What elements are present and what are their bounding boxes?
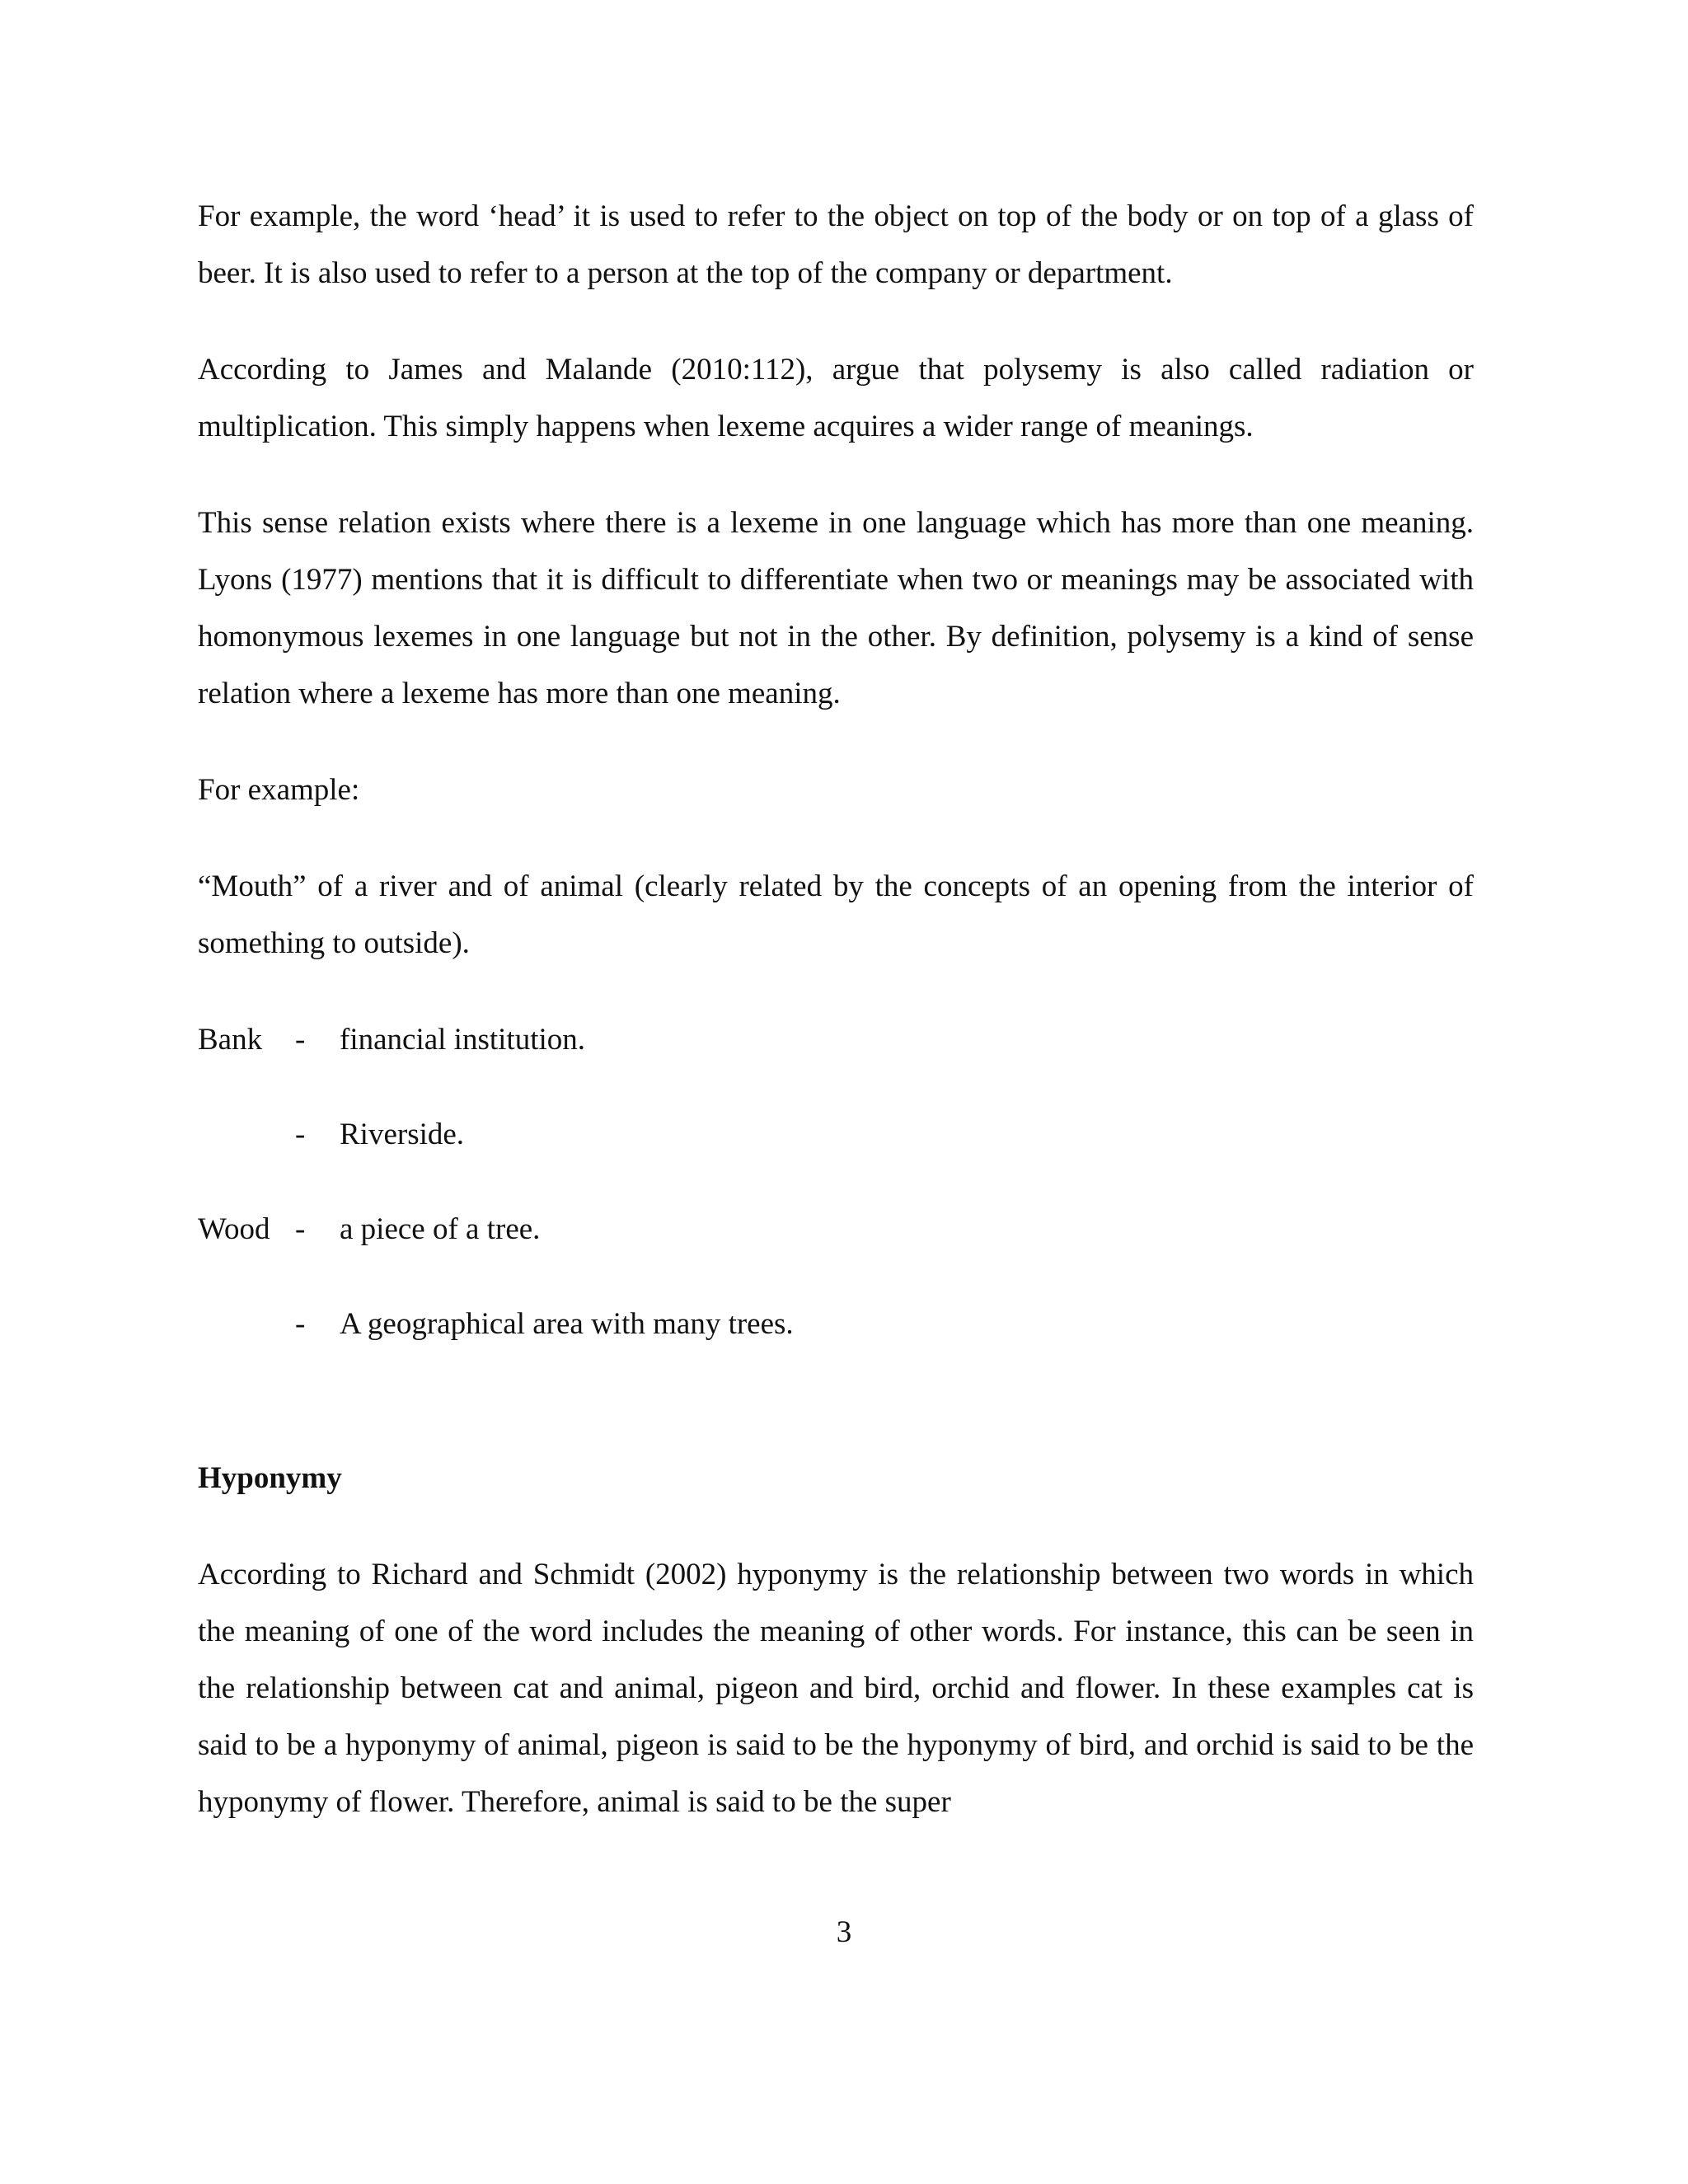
definition-row bbox=[198, 1296, 1474, 1352]
definition-text: Riverside. bbox=[340, 1118, 465, 1151]
definition-dash: - bbox=[295, 1023, 306, 1057]
paragraph-hyponymy: According to Richard and Schmidt (2002) hyponymy is the relationship between two words in which the meaning of one of the word includes the meaning of other words. For instance, this can be seen in the relationship between cat and animal, pigeon and bird, orchid and flower. In these examples cat is said to be a hyponymy of animal, pigeon is said to be the hyponymy of bird, and orchid is said to be the hyponymy of flower. Therefore, animal is said to be the super bbox=[198, 1558, 1474, 1819]
definition-row bbox=[198, 1201, 1474, 1258]
definition-dash: - bbox=[295, 1118, 306, 1151]
paragraph-head-example: For example, the word ‘head’ it is used to refer to the object on top of the body or on top of a glass of beer. It is also used to refer to a person at the top of the company or department. bbox=[198, 199, 1474, 290]
definition-text: a piece of a tree. bbox=[340, 1212, 541, 1246]
paragraph-james-malande: According to James and Malande (2010:112), argue that polysemy is also called radiation or multiplication. This simply happens when lexeme acquires a wider range of meanings. bbox=[198, 353, 1474, 443]
definition-row bbox=[198, 1106, 1474, 1163]
definition-text: financial institution. bbox=[340, 1023, 586, 1057]
definition-term: Wood bbox=[198, 1212, 270, 1246]
definition-dash: - bbox=[295, 1307, 306, 1341]
page-number: 3 bbox=[836, 1915, 852, 1949]
page-body bbox=[198, 188, 1474, 1870]
definition-dash: - bbox=[295, 1212, 306, 1246]
section-heading: Hyponymy bbox=[198, 1461, 342, 1495]
paragraph-sense-relation: This sense relation exists where there is a lexeme in one language which has more than one meaning. Lyons (1977) mentions that it is difficult to differentiate when two or meanings may be associated with homonymous lexemes in one language but not in the other. By definition, polysemy is a kind of sense relation where a lexeme has more than one meaning. bbox=[198, 506, 1474, 710]
paragraph-for-example: For example: bbox=[198, 773, 360, 807]
paragraph-mouth-example: “Mouth” of a river and of animal (clearly related by the concepts of an opening from the interior of something to outside). bbox=[198, 869, 1474, 960]
definition-row bbox=[198, 1011, 1474, 1068]
definition-term: Bank bbox=[198, 1023, 263, 1057]
definition-text: A geographical area with many trees. bbox=[340, 1307, 794, 1341]
